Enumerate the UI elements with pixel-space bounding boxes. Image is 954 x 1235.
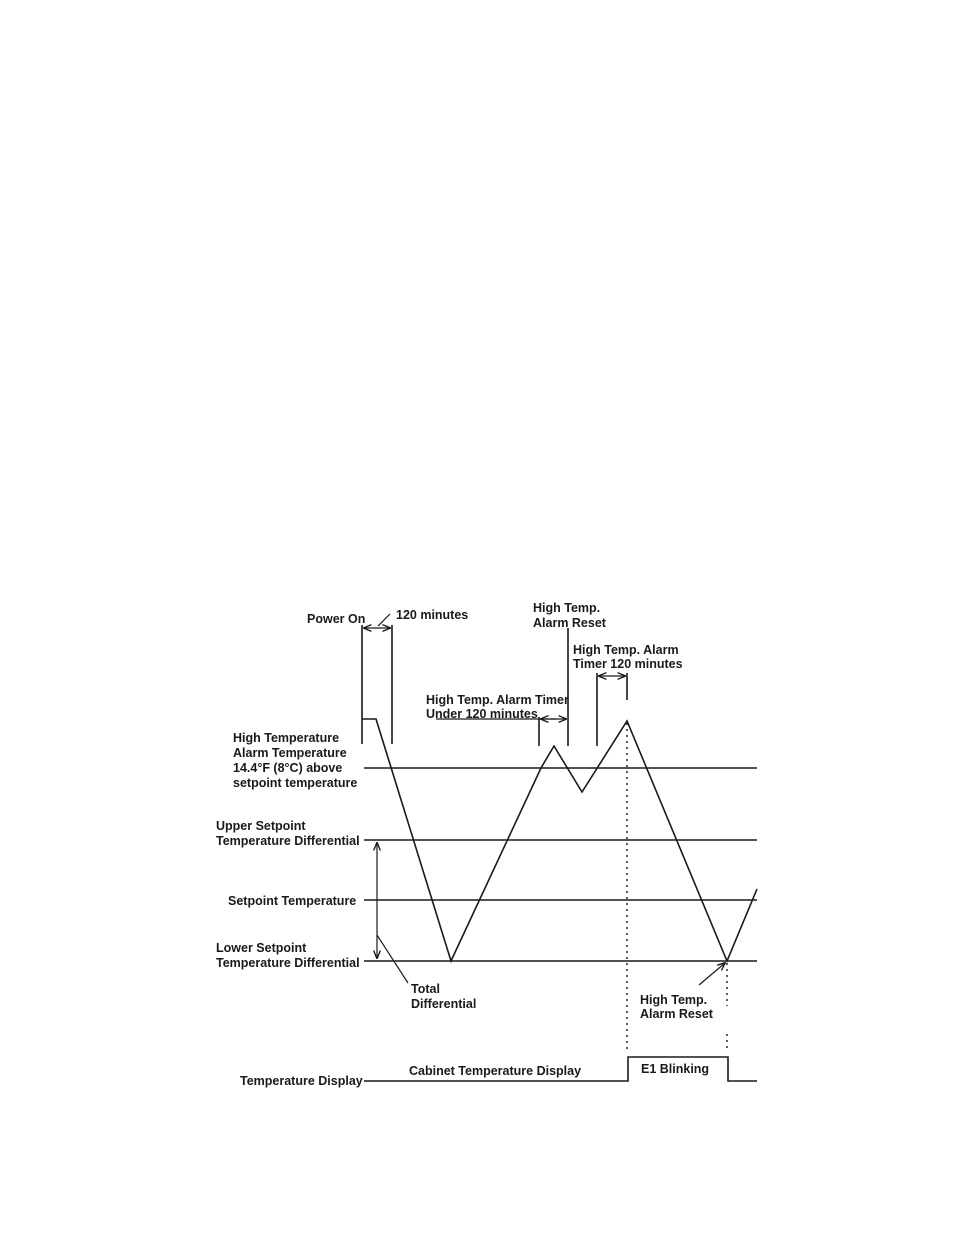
total-diff-label-1: Total <box>411 982 440 996</box>
high-alarm-label-3: 14.4°F (8°C) above <box>233 761 343 775</box>
setpoint-label: Setpoint Temperature <box>228 894 357 908</box>
reset-bottom-label-2: Alarm Reset <box>640 1007 713 1021</box>
high-alarm-label-4: setpoint temperature <box>233 776 358 790</box>
high-alarm-label-2: Alarm Temperature <box>233 746 347 760</box>
timer-120-label: 120 minutes <box>396 608 469 622</box>
reset-bottom-label-1: High Temp. <box>640 993 708 1007</box>
total-diff-label-2: Differential <box>411 997 477 1011</box>
timer-120-long-label-2: Timer 120 minutes <box>573 657 683 671</box>
timer-120-long-label-1: High Temp. Alarm <box>573 643 679 657</box>
high-alarm-label-1: High Temperature <box>233 731 340 745</box>
reset-bottom-pointer <box>699 963 725 985</box>
timer-under-label-2: Under 120 minutes <box>426 707 538 721</box>
reset-top-label-2: Alarm Reset <box>533 616 606 630</box>
power-on-label: Power On <box>307 612 366 626</box>
reset-top-label-1: High Temp. <box>533 601 601 615</box>
lower-diff-label-1: Lower Setpoint <box>216 941 307 955</box>
total-differential-leader <box>377 935 408 983</box>
upper-diff-label-1: Upper Setpoint <box>216 819 306 833</box>
upper-diff-label-2: Temperature Differential <box>216 834 360 848</box>
timer-120-leader <box>378 614 390 626</box>
e1-blinking-label: E1 Blinking <box>641 1062 710 1076</box>
cabinet-display-label: Cabinet Temperature Display <box>409 1064 582 1078</box>
timer-under-label-1: High Temp. Alarm Timer <box>426 693 569 707</box>
temp-display-label: Temperature Display <box>240 1074 363 1088</box>
lower-diff-label-2: Temperature Differential <box>216 956 360 970</box>
